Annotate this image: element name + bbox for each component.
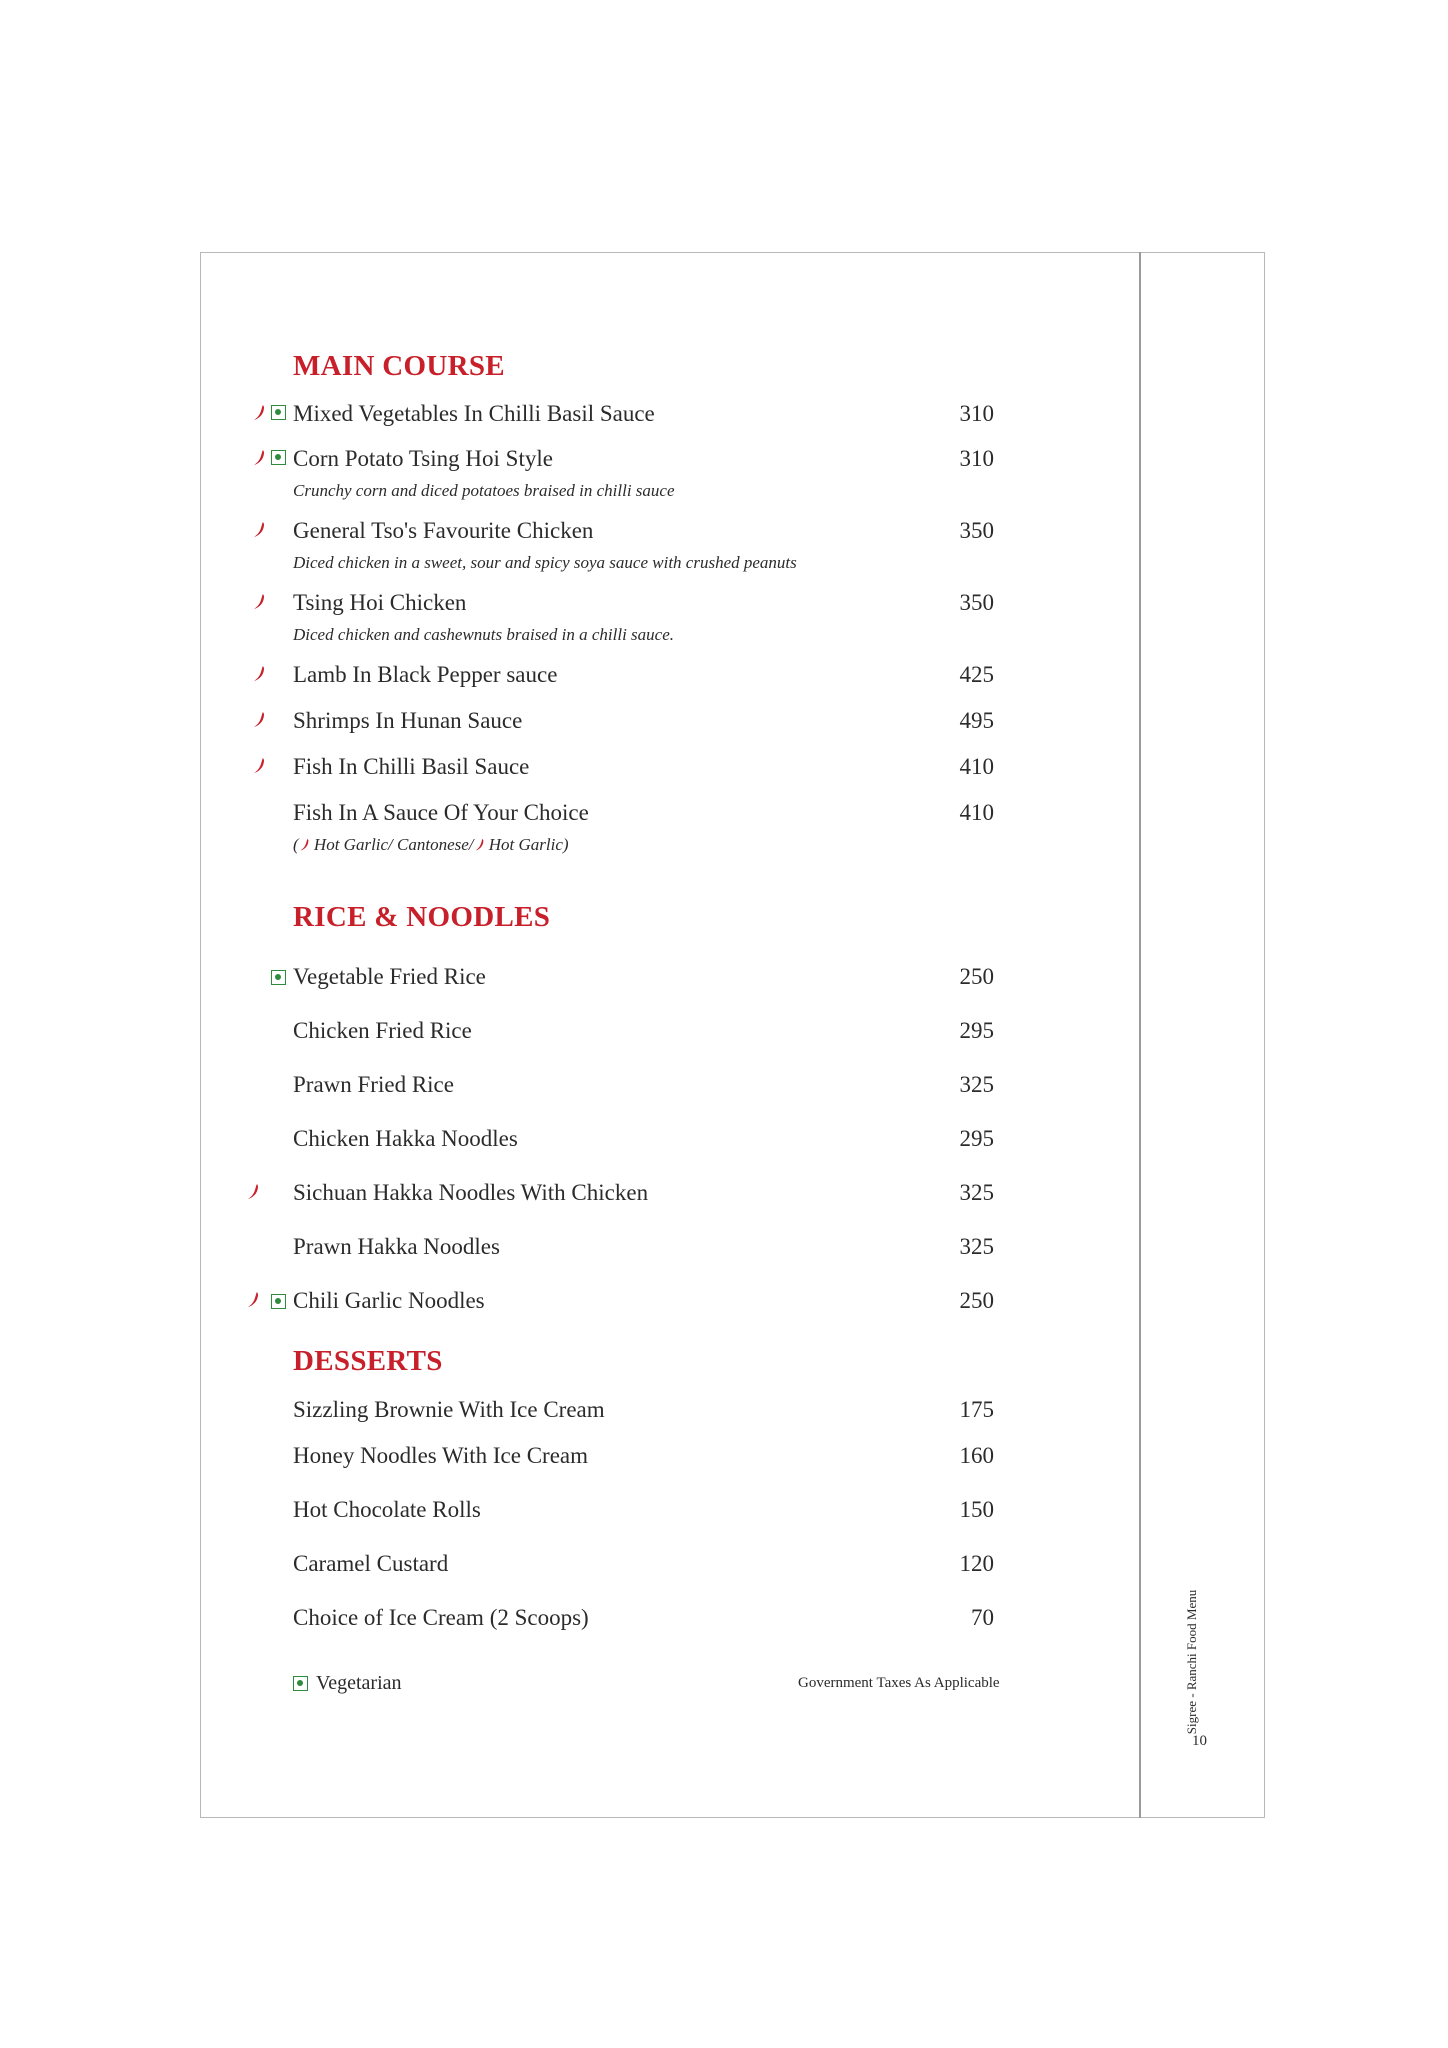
- choices-open-paren: (: [293, 835, 299, 854]
- menu-item-description: Crunchy corn and diced potatoes braised in chilli sauce: [293, 481, 675, 500]
- menu-item-price: 160: [959, 1443, 994, 1468]
- menu-item-price: 325: [959, 1180, 994, 1205]
- vegetarian-legend: Vegetarian: [316, 1672, 402, 1694]
- menu-item-name: Sichuan Hakka Noodles With Chicken: [293, 1180, 649, 1205]
- menu-item-name: Chili Garlic Noodles: [293, 1288, 485, 1313]
- chili-icon: [252, 404, 266, 422]
- menu-item-price: 410: [959, 800, 994, 825]
- chili-icon: [246, 1183, 260, 1201]
- menu-item-price: 410: [959, 754, 994, 779]
- menu-item-name: Vegetable Fried Rice: [293, 964, 486, 989]
- menu-item-name: Fish In A Sauce Of Your Choice: [293, 800, 589, 825]
- menu-item-price: 350: [959, 518, 994, 543]
- veg-mark-icon: [271, 405, 286, 420]
- rice-noodles-heading: RICE & NOODLES: [293, 901, 551, 933]
- menu-item-price: 310: [959, 446, 994, 471]
- menu-item-name: Prawn Fried Rice: [293, 1072, 454, 1097]
- menu-item-name: Lamb In Black Pepper sauce: [293, 662, 558, 687]
- menu-item-name: Chicken Fried Rice: [293, 1018, 472, 1043]
- menu-item-price: 350: [959, 590, 994, 615]
- menu-item-name: Fish In Chilli Basil Sauce: [293, 754, 530, 779]
- sauce-choices: [293, 835, 569, 855]
- menu-item-description: Diced chicken and cashewnuts braised in a chilli sauce.: [293, 625, 674, 644]
- menu-item-name: General Tso's Favourite Chicken: [293, 518, 594, 543]
- menu-item-price: 325: [959, 1234, 994, 1259]
- taxes-note: Government Taxes As Applicable: [798, 1675, 1000, 1691]
- menu-item-name: Sizzling Brownie With Ice Cream: [293, 1397, 605, 1422]
- chili-icon: [252, 665, 266, 683]
- menu-item-price: 425: [959, 662, 994, 687]
- menu-item-price: 120: [959, 1551, 994, 1576]
- menu-item-name: Shrimps In Hunan Sauce: [293, 708, 523, 733]
- desserts-heading: DESSERTS: [293, 1345, 443, 1377]
- menu-item-price: 325: [959, 1072, 994, 1097]
- menu-item-name: Caramel Custard: [293, 1551, 449, 1576]
- choices-text-a: Hot Garlic/ Cantonese/: [313, 835, 474, 854]
- menu-item-price: 250: [959, 964, 994, 989]
- menu-item-name: Honey Noodles With Ice Cream: [293, 1443, 589, 1468]
- veg-mark-icon: [271, 1294, 286, 1309]
- veg-mark-icon: [293, 1676, 308, 1691]
- menu-item-name: Prawn Hakka Noodles: [293, 1234, 500, 1259]
- chili-icon: [252, 757, 266, 775]
- menu-item-name: Choice of Ice Cream (2 Scoops): [293, 1605, 589, 1630]
- veg-mark-icon: [271, 450, 286, 465]
- menu-item-name: Hot Chocolate Rolls: [293, 1497, 481, 1522]
- choices-text-b: Hot Garlic): [488, 835, 569, 854]
- menu-title-caption: Sigree - Ranchi Food Menu: [1184, 1589, 1199, 1735]
- chili-icon: [474, 838, 485, 852]
- chili-icon: [246, 1291, 260, 1309]
- main-course-heading: MAIN COURSE: [293, 350, 505, 382]
- chili-icon: [252, 711, 266, 729]
- chili-icon: [252, 521, 266, 539]
- chili-icon: [252, 593, 266, 611]
- menu-item-name: Mixed Vegetables In Chilli Basil Sauce: [293, 401, 655, 426]
- chili-icon: [252, 449, 266, 467]
- menu-item-price: 295: [959, 1018, 994, 1043]
- chili-icon: [299, 838, 310, 852]
- menu-item-name: Chicken Hakka Noodles: [293, 1126, 518, 1151]
- menu-item-price: 250: [959, 1288, 994, 1313]
- page-number: 10: [1192, 1733, 1207, 1749]
- menu-item-name: Corn Potato Tsing Hoi Style: [293, 446, 553, 471]
- menu-item-price: 295: [959, 1126, 994, 1151]
- menu-item-description: Diced chicken in a sweet, sour and spicy soya sauce with crushed peanuts: [293, 553, 797, 572]
- veg-mark-icon: [271, 970, 286, 985]
- menu-item-name: Tsing Hoi Chicken: [293, 590, 467, 615]
- menu-item-price: 310: [959, 401, 994, 426]
- page-side-divider: [1139, 252, 1141, 1818]
- menu-item-price: 70: [971, 1605, 994, 1630]
- menu-item-price: 495: [959, 708, 994, 733]
- menu-item-price: 150: [959, 1497, 994, 1522]
- menu-item-price: 175: [959, 1397, 994, 1422]
